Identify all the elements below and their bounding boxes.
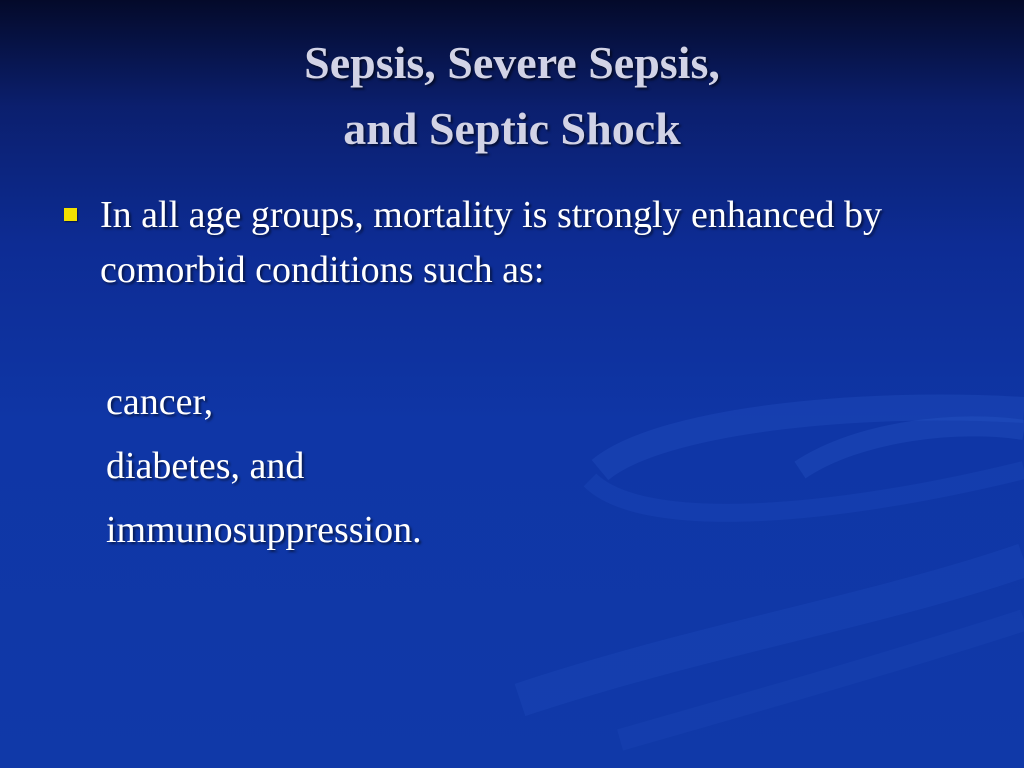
title-line-1: Sepsis, Severe Sepsis,: [304, 37, 720, 88]
slide-title: [0, 30, 1024, 162]
condition-item: immunosuppression.: [106, 509, 422, 551]
bullet-text: In all age groups, mortality is strongly enhanced by comorbid conditions such as:: [100, 194, 882, 291]
condition-item: diabetes, and: [106, 445, 305, 487]
conditions-list: [106, 370, 422, 562]
square-bullet-icon: [64, 208, 77, 221]
condition-item: cancer,: [106, 381, 214, 423]
title-line-2: and Septic Shock: [343, 103, 681, 154]
